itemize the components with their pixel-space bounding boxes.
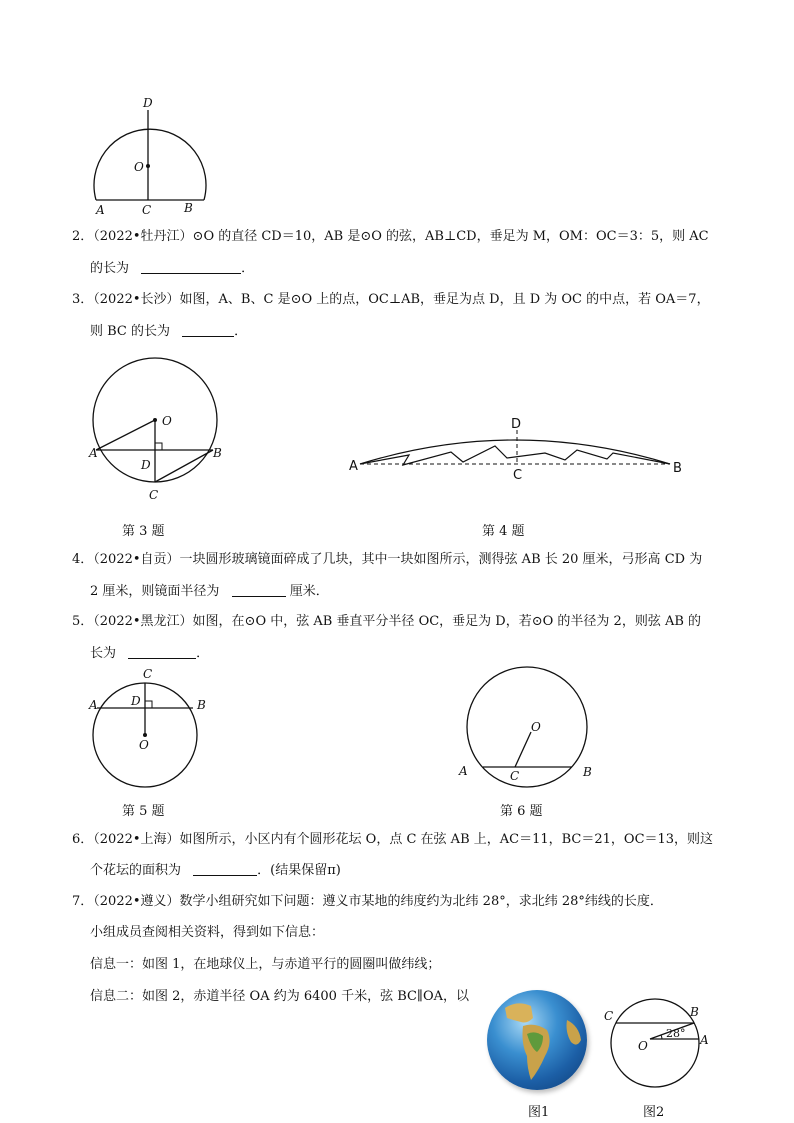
q3-text-2a: 则 BC 的长为 <box>90 324 171 339</box>
fig3-radius-oa <box>96 420 155 450</box>
fig6-circle <box>467 667 587 787</box>
question-7-line-4: 信息二：如图 2，赤道半径 OA 约为 6400 千米，弦 BC∥OA，以 <box>90 989 469 1004</box>
q3-answer-blank[interactable] <box>182 322 234 337</box>
fig5-label-a: A <box>89 698 98 712</box>
fig5-label-b: B <box>197 698 206 712</box>
q4-number: 4． <box>72 552 94 567</box>
fig6-caption: 第 6 题 <box>500 804 543 819</box>
fig2-label-b: B <box>690 1005 699 1019</box>
fig2-caption: 图2 <box>643 1105 665 1120</box>
question-5-line-1 <box>72 613 701 631</box>
fig3-segment-bc <box>155 450 213 482</box>
q7-source: （2022•遵义） <box>93 894 180 909</box>
fig2-label-c: C <box>604 1009 614 1023</box>
fig4-broken-edge <box>360 446 670 465</box>
q6-number: 6． <box>72 832 94 847</box>
fig4-label-b: B <box>673 461 682 476</box>
figure-top-semicircle <box>80 95 220 220</box>
q2-number: 2． <box>72 229 94 244</box>
fig6-label-b: B <box>583 765 592 779</box>
question-2-line-2 <box>90 259 254 278</box>
question-4-line-2 <box>90 582 329 601</box>
fig3-label-o: O <box>162 414 172 428</box>
fig6-segment-oc <box>515 732 531 767</box>
fig6-label-o: O <box>531 720 541 734</box>
question-7-line-3: 信息一：如图 1，在地球仪上，与赤道平行的圆圈叫做纬线； <box>90 957 441 972</box>
fig2-label-o: O <box>638 1039 648 1053</box>
fig6-label-c: C <box>510 769 520 783</box>
figure-3 <box>85 350 235 510</box>
q5-source: （2022•黑龙江） <box>93 614 193 629</box>
q2-answer-blank[interactable] <box>141 259 241 274</box>
q4-text-2a: 2 厘米，则镜面半径为 <box>90 584 220 599</box>
q3-text-1: 如图，A、B、C 是⊙O 上的点，OC⊥AB，垂足为点 D，且 D 为 OC 的中点，若 OA＝7， <box>179 292 710 307</box>
fig2-circle <box>611 999 699 1087</box>
question-5-line-2 <box>90 644 209 663</box>
q6-text-2a: 个花坛的面积为 <box>90 863 182 878</box>
q3-source: （2022•长沙） <box>93 292 180 307</box>
fig3-label-c: C <box>149 488 159 502</box>
fig3-caption: 第 3 题 <box>122 524 165 539</box>
top-arc <box>94 129 206 200</box>
q6-answer-blank[interactable] <box>193 861 257 876</box>
fig5-label-c: C <box>143 667 153 681</box>
fig5-caption: 第 5 题 <box>122 804 165 819</box>
q3-text-2b: ． <box>234 324 248 339</box>
q5-text-2a: 长为 <box>90 646 117 661</box>
question-6-line-1 <box>72 831 713 849</box>
question-2-line-1 <box>72 228 709 246</box>
q6-text-2b: ．(结果保留π) <box>257 863 341 878</box>
figure-4 <box>345 412 690 482</box>
question-7-line-2: 小组成员查阅相关资料，得到如下信息： <box>90 925 325 940</box>
q4-source: （2022•自贡） <box>93 552 180 567</box>
q6-source: （2022•上海） <box>93 832 180 847</box>
fig4-label-c: C <box>513 468 523 483</box>
q2-source: （2022•牡丹江） <box>93 229 193 244</box>
top-label-d: D <box>143 96 153 110</box>
q3-number: 3． <box>72 292 94 307</box>
q5-text-1: 如图，在⊙O 中，弦 AB 垂直平分半径 OC，垂足为 D，若⊙O 的半径为 2，则弦 AB 的 <box>192 614 702 629</box>
globe-africa-edge <box>567 1020 582 1045</box>
q2-text-2a: 的长为 <box>90 261 130 276</box>
fig2-label-a: A <box>700 1033 709 1047</box>
fig6-label-a: A <box>459 764 468 778</box>
top-label-b: B <box>184 201 193 215</box>
fig3-center-dot <box>153 418 157 422</box>
question-3-line-1 <box>72 291 710 309</box>
top-center-dot <box>146 164 150 168</box>
fig5-center-dot <box>143 733 147 737</box>
fig3-label-b: B <box>213 446 222 460</box>
figure-latitude <box>598 998 723 1098</box>
top-label-o: O <box>134 160 144 174</box>
fig2-angle-label: 28° <box>666 1027 686 1040</box>
question-6-line-2 <box>90 861 341 880</box>
fig4-arc <box>360 440 670 464</box>
fig3-label-a: A <box>89 446 98 460</box>
figure-6 <box>455 665 600 795</box>
question-4-line-1 <box>72 551 702 569</box>
fig3-label-d: D <box>141 458 151 472</box>
globe-image <box>487 990 587 1090</box>
q4-text-1: 一块圆形玻璃镜面碎成了几块，其中一块如图所示，测得弦 AB 长 20 厘米，弓形高 CD 为 <box>179 552 703 567</box>
globe-north-america <box>505 1003 533 1022</box>
q4-answer-blank[interactable] <box>232 582 286 597</box>
top-label-a: A <box>96 203 105 217</box>
fig4-label-a: A <box>349 459 358 474</box>
q2-text-2b: ． <box>241 261 255 276</box>
fig5-label-d: D <box>131 694 141 708</box>
q2-text-1: ⊙O 的直径 CD＝10，AB 是⊙O 的弦，AB⊥CD，垂足为 M，OM：OC＝3：5，则 AC <box>192 229 709 244</box>
fig5-right-angle <box>145 701 152 708</box>
globe-continents <box>487 990 587 1090</box>
fig4-label-d: D <box>511 417 522 432</box>
q5-number: 5． <box>72 614 94 629</box>
q5-answer-blank[interactable] <box>128 644 196 659</box>
q6-text-1: 如图所示，小区内有个圆形花坛 O，点 C 在弦 AB 上，AC＝11，BC＝21，OC＝13，则这 <box>179 832 714 847</box>
fig1-caption: 图1 <box>528 1105 550 1120</box>
fig4-caption: 第 4 题 <box>482 524 525 539</box>
figure-5 <box>85 663 215 798</box>
q5-text-2b: ． <box>196 646 210 661</box>
question-3-line-2 <box>90 322 247 341</box>
q4-text-2b: 厘米． <box>289 584 329 599</box>
q7-text-1: 数学小组研究如下问题：遵义市某地的纬度约为北纬 28°，求北纬 28°纬线的长度． <box>179 894 663 909</box>
top-label-c: C <box>142 203 152 217</box>
fig3-right-angle <box>155 443 162 450</box>
fig5-label-o: O <box>139 738 149 752</box>
question-7-line-1 <box>72 893 663 911</box>
q7-number: 7． <box>72 894 94 909</box>
